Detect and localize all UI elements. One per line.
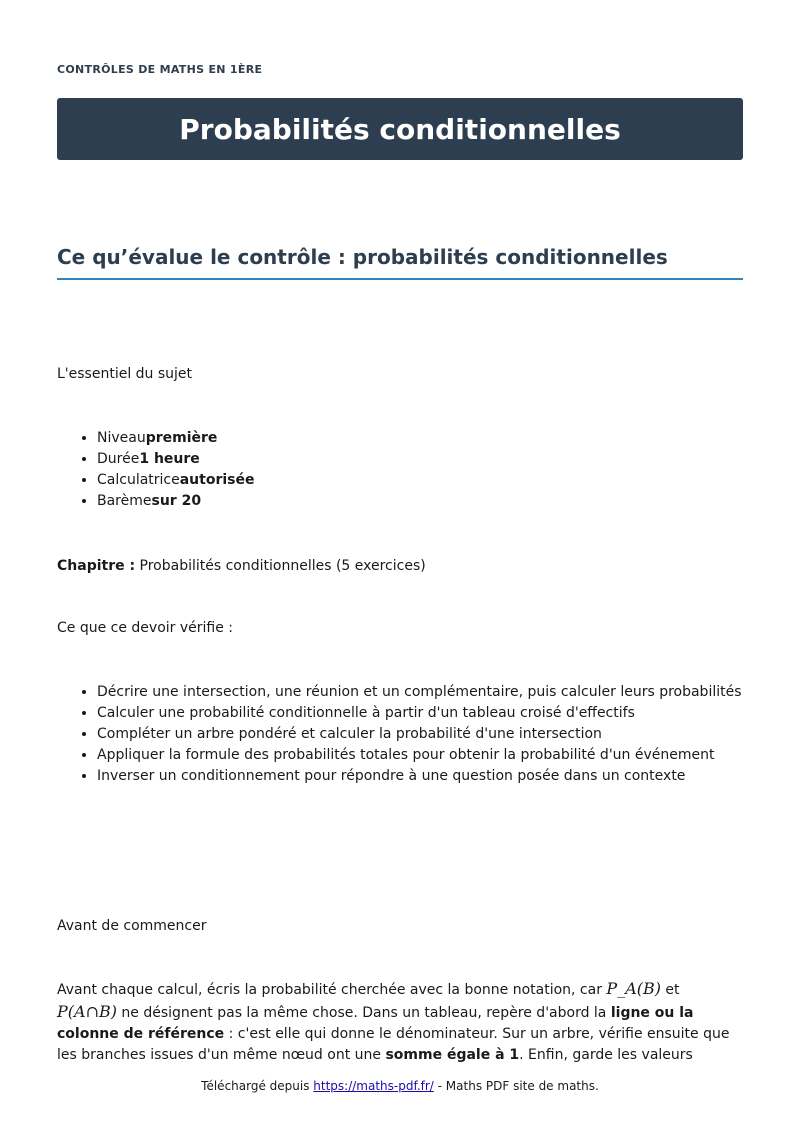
verifie-list (57, 682, 743, 787)
item-label: Barème (97, 493, 152, 509)
item-value: 1 heure (139, 451, 200, 467)
avant-bold: ligne ou la colonne de référence (57, 1005, 694, 1042)
list-item: • Compléter un arbre pondéré et calculer la probabilité d'une intersection (97, 724, 743, 745)
avant-bold: somme égale à 1 (385, 1047, 520, 1063)
footer-link[interactable]: https://maths-pdf.fr/ (313, 1079, 434, 1093)
title-banner (57, 98, 743, 160)
essentiel-list (57, 428, 743, 512)
document-kicker: CONTRÔLES DE MATHS EN 1ÈRE (57, 63, 263, 76)
footer-suffix: - Maths PDF site de maths. (433, 1079, 599, 1093)
essentiel-list-wrapper (57, 428, 743, 512)
list-item: • Décrire une intersection, une réunion et un complémentaire, puis calculer leurs probabilités (97, 682, 743, 703)
avant-heading: Avant de commencer (57, 918, 207, 934)
avant-text: ne désignent pas la même chose. Dans un tableau, repère d'abord la (116, 1005, 611, 1021)
avant-text: . Enfin, garde les valeurs (519, 1047, 693, 1063)
chapitre-label: Chapitre : (57, 558, 136, 574)
item-value: sur 20 (151, 493, 202, 509)
section-title: Ce qu’évalue le contrôle : probabilités conditionnelles (57, 245, 743, 280)
item-label: Niveau (97, 430, 146, 446)
page-title: Probabilités conditionnelles (179, 112, 621, 146)
chapitre-line (57, 556, 743, 577)
essentiel-heading: L'essentiel du sujet (57, 366, 193, 382)
math-formula: P(A∩B) (57, 1002, 117, 1021)
avant-text: : c'est elle qui donne le dénominateur. Sur un arbre, vérifie ensuite que les branches issues d'un même nœud ont une (57, 1026, 730, 1063)
verifie-list-wrapper (57, 682, 743, 787)
chapitre-text: Probabilités conditionnelles (5 exercices) (135, 558, 426, 574)
item-label: Calculatrice (97, 472, 180, 488)
list-item (97, 470, 743, 491)
verifie-heading: Ce que ce devoir vérifie : (57, 620, 234, 636)
list-item (97, 449, 743, 470)
footer-prefix: Téléchargé depuis (201, 1079, 314, 1093)
item-label: Durée (97, 451, 140, 467)
list-item: • Calculer une probabilité conditionnelle à partir d'un tableau croisé d'effectifs (97, 703, 743, 724)
avant-paragraph (57, 978, 743, 1066)
list-item (97, 491, 743, 512)
page-footer (0, 1079, 800, 1093)
list-item: • Appliquer la formule des probabilités totales pour obtenir la probabilité d'un événement (97, 745, 743, 766)
avant-text: Avant chaque calcul, écris la probabilité cherchée avec la bonne notation, car (57, 982, 607, 998)
item-value: première (145, 430, 218, 446)
list-item: • Inverser un conditionnement pour répondre à une question posée dans un contexte (97, 766, 743, 787)
list-item (97, 428, 743, 449)
avant-text: et (660, 982, 680, 998)
math-formula: P_A(B) (606, 979, 661, 998)
item-value: autorisée (179, 472, 255, 488)
